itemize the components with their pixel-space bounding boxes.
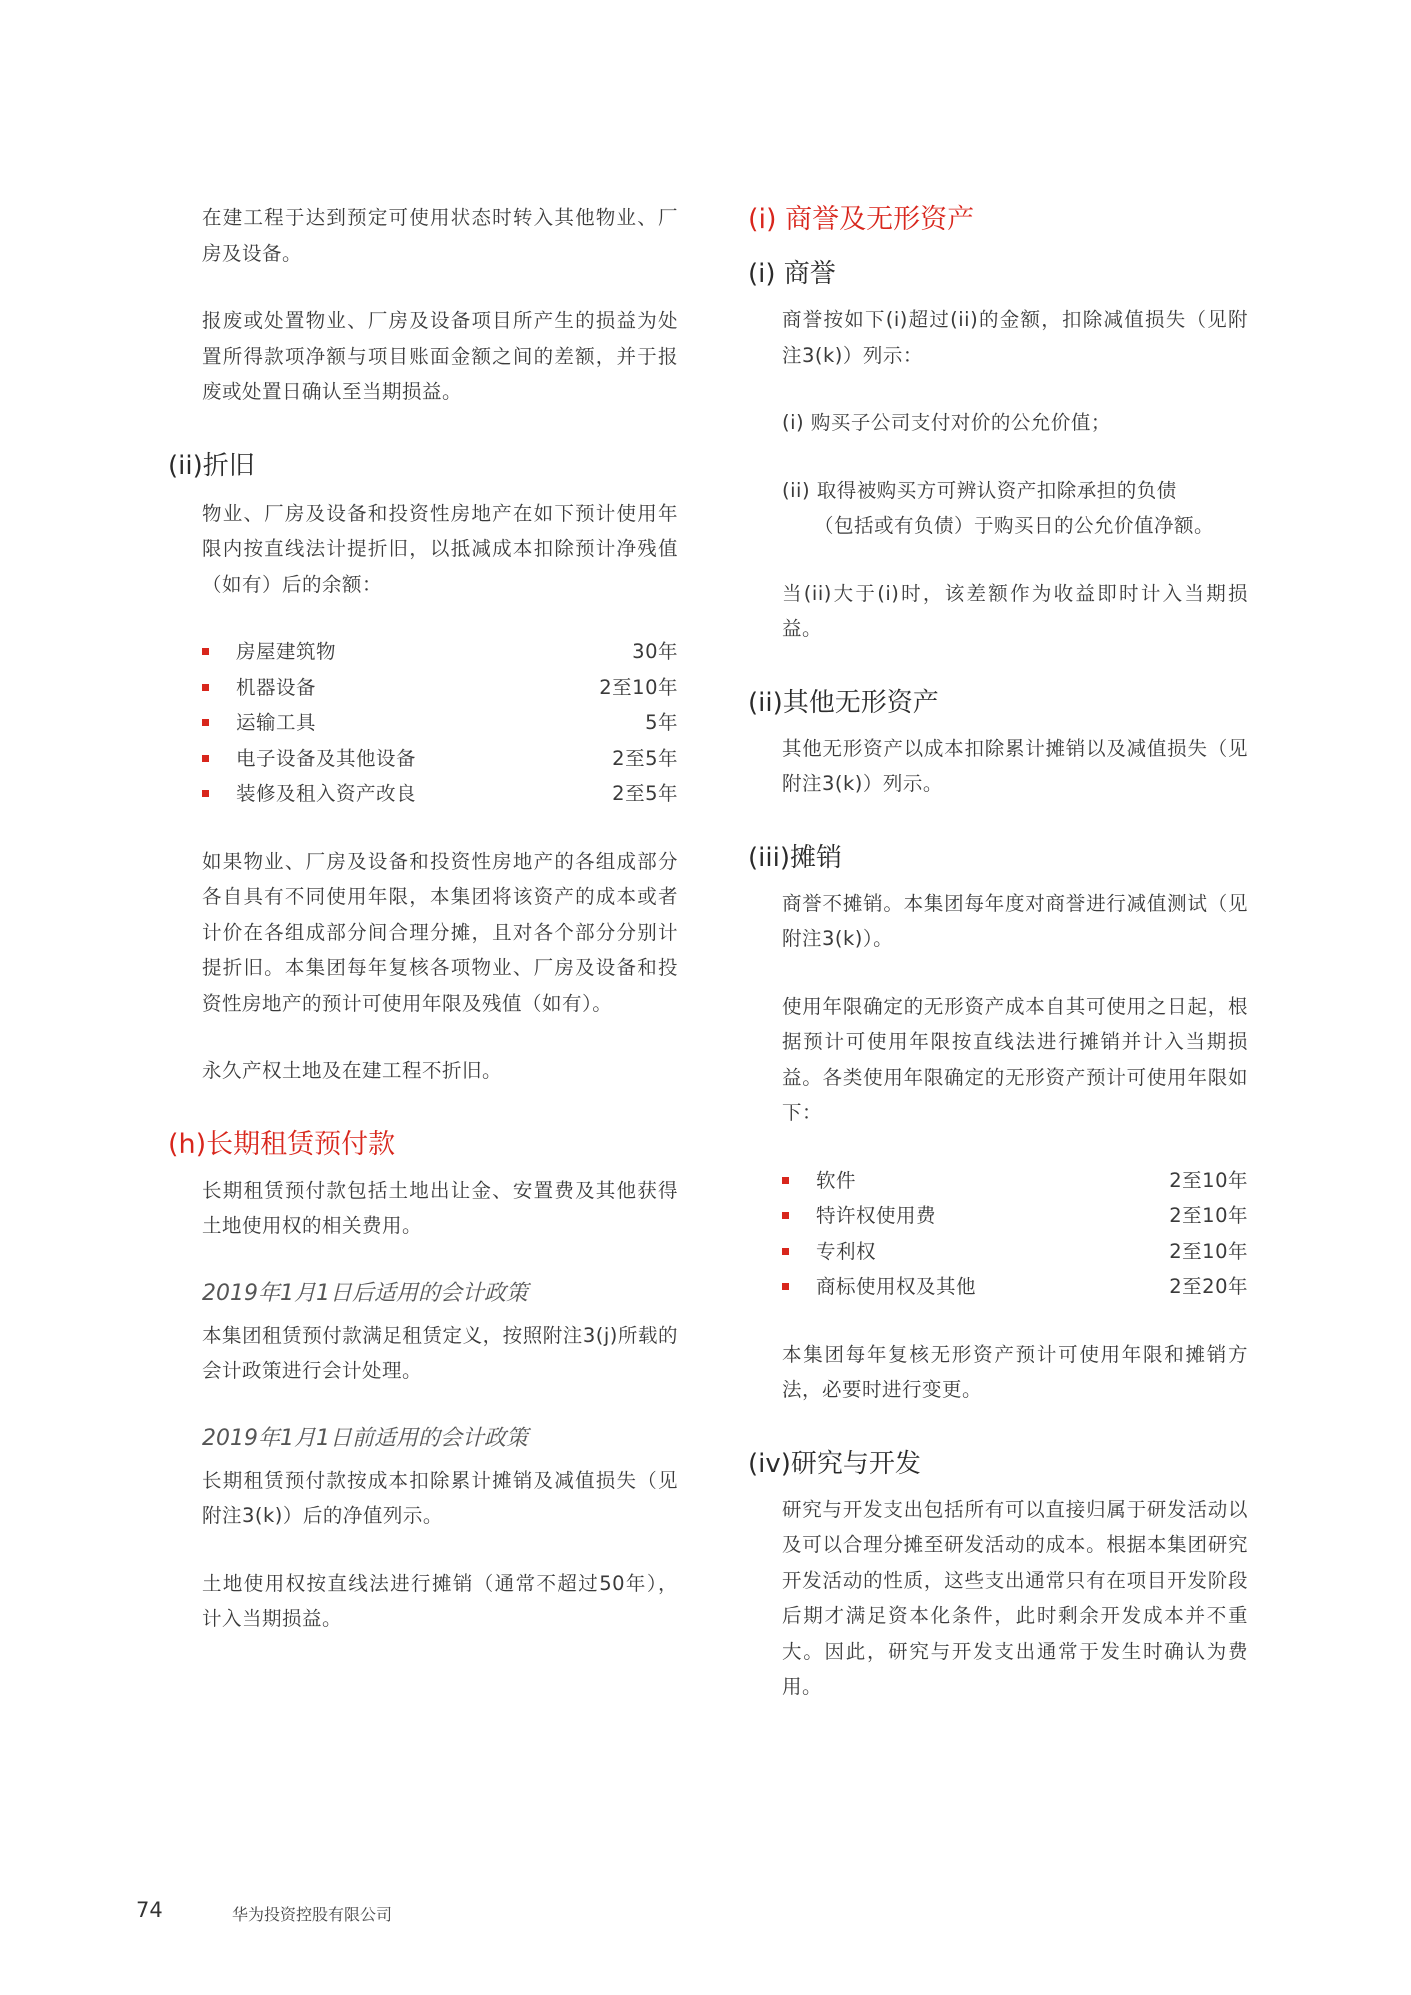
paragraph: 当(ii)大于(i)时，该差额作为收益即时计入当期损益。 xyxy=(782,581,1248,640)
bullet-icon xyxy=(202,790,209,797)
list-item: 软件 2至10年 xyxy=(782,1163,1248,1199)
paragraph: 本集团租赁预付款满足租赁定义，按照附注3(j)所载的会计政策进行会计处理。 xyxy=(202,1323,678,1382)
subsection-heading-other-intangibles: (ii)其他无形资产 xyxy=(748,687,939,718)
section-heading-goodwill-intangibles: (i) 商誉及无形资产 xyxy=(748,204,975,235)
subsection-heading-amortization: (iii)摊销 xyxy=(748,842,842,873)
bullet-icon xyxy=(202,719,209,726)
paragraph: 物业、厂房及设备和投资性房地产在如下预计使用年限内按直线法计提折旧，以抵减成本扣除预计净残值（如有）后的余额： xyxy=(202,501,678,596)
paragraph: 商誉按如下(i)超过(ii)的金额，扣除减值损失（见附注3(k)）列示： xyxy=(782,308,1248,367)
italic-subheading: 2019年1月1日后适用的会计政策 xyxy=(202,1280,528,1306)
paragraph: 报废或处置物业、厂房及设备项目所产生的损益为处置所得款项净额与项目账面金额之间的差额，并于报废或处置日确认至当期损益。 xyxy=(202,309,678,403)
paragraph: 其他无形资产以成本扣除累计摊销以及减值损失（见附注3(k)）列示。 xyxy=(782,736,1248,795)
list-item: 运输工具 5年 xyxy=(202,705,678,741)
bullet-icon xyxy=(782,1212,789,1219)
section-heading-depreciation: (ii)折旧 xyxy=(168,450,255,481)
bullet-icon xyxy=(782,1177,789,1184)
bullet-icon xyxy=(202,755,209,762)
paragraph: 如果物业、厂房及设备和投资性房地产的各组成部分各自具有不同使用年限，本集团将该资产的成本或者计价在各组成部分间合理分摊，且对各个部分分别计提折旧。本集团每年复核各项物业、厂房及设备和投资性房地产的预计可使用年限及残值（如有）。 xyxy=(202,849,678,1015)
list-item: 特许权使用费 2至10年 xyxy=(782,1198,1248,1234)
bullet-icon xyxy=(202,684,209,691)
bullet-icon xyxy=(782,1283,789,1290)
list-item: 装修及租入资产改良 2至5年 xyxy=(202,776,678,812)
sub-item-continuation: （包括或有负债）于购买日的公允价值净额。 xyxy=(814,514,1215,537)
left-column xyxy=(168,200,678,1637)
paragraph: 使用年限确定的无形资产成本自其可使用之日起，根据预计可使用年限按直线法进行摊销并计入当期损益。各类使用年限确定的无形资产预计可使用年限如下： xyxy=(782,994,1248,1124)
sub-item: (ii) 取得被购买方可辨认资产扣除承担的负债 xyxy=(782,478,1177,502)
list-item: 机器设备 2至10年 xyxy=(202,670,678,706)
right-column xyxy=(748,200,1248,1705)
list-item: 商标使用权及其他 2至20年 xyxy=(782,1269,1248,1305)
page-number: 74 xyxy=(136,1898,163,1922)
paragraph: 长期租赁预付款按成本扣除累计摊销及减值损失（见附注3(k)）后的净值列示。 xyxy=(202,1468,678,1527)
company-name: 华为投资控股有限公司 xyxy=(232,1905,393,1924)
paragraph: 研究与开发支出包括所有可以直接归属于研发活动以及可以合理分摊至研发活动的成本。根据本集团研究开发活动的性质，这些支出通常只有在项目开发阶段后期才满足资本化条件，此时剩余开发成本并不重大。因此，研究与开发支出通常于发生时确认为费用。 xyxy=(782,1497,1248,1698)
paragraph: 本集团每年复核无形资产预计可使用年限和摊销方法，必要时进行变更。 xyxy=(782,1342,1248,1401)
paragraph: 长期租赁预付款包括土地出让金、安置费及其他获得土地使用权的相关费用。 xyxy=(202,1178,678,1237)
sub-item: (i) 购买子公司支付对价的公允价值； xyxy=(782,411,1111,434)
section-heading-lease-prepayment: (h)长期租赁预付款 xyxy=(168,1128,396,1160)
bullet-icon xyxy=(202,648,209,655)
bullet-icon xyxy=(782,1248,789,1255)
depreciation-list xyxy=(168,634,678,812)
list-item: 专利权 2至10年 xyxy=(782,1234,1248,1270)
paragraph: 商誉不摊销。本集团每年度对商誉进行减值测试（见附注3(k)）。 xyxy=(782,891,1248,950)
amortization-list xyxy=(748,1163,1248,1305)
list-item: 电子设备及其他设备 2至5年 xyxy=(202,741,678,777)
paragraph: 在建工程于达到预定可使用状态时转入其他物业、厂房及设备。 xyxy=(202,206,678,265)
italic-subheading: 2019年1月1日前适用的会计政策 xyxy=(202,1425,528,1451)
list-item: 房屋建筑物 30年 xyxy=(202,634,678,670)
paragraph: 永久产权土地及在建工程不折旧。 xyxy=(202,1059,503,1082)
paragraph: 土地使用权按直线法进行摊销（通常不超过50年），计入当期损益。 xyxy=(202,1571,678,1630)
subsection-heading-research-development: (iv)研究与开发 xyxy=(748,1448,921,1479)
subsection-heading-goodwill: (i) 商誉 xyxy=(748,259,836,289)
